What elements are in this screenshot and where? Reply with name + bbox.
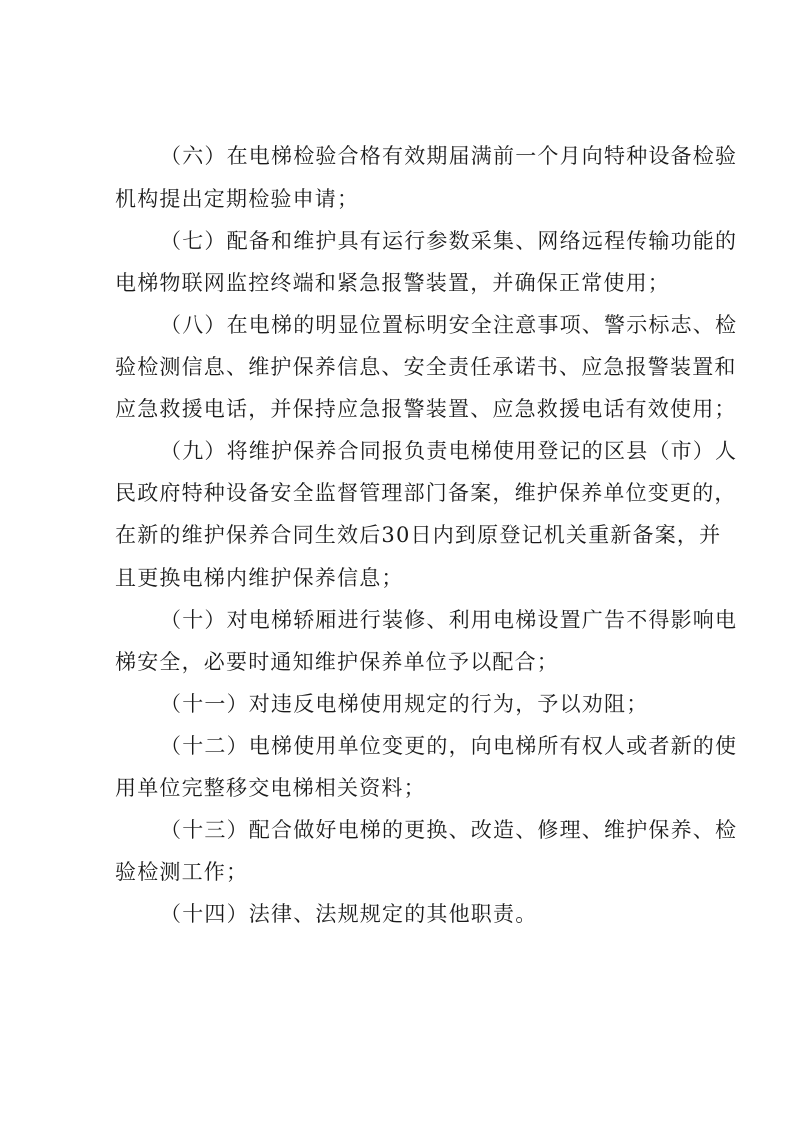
- item-6-line-2: 机构提出定期检验申请；: [115, 187, 360, 211]
- item-12-line-2: 用单位完整移交电梯相关资料；: [115, 776, 426, 800]
- item-9-line-3: 在新的维护保养合同生效后30日内到原登记机关重新备案，并: [115, 523, 722, 547]
- item-9-line-2: 民政府特种设备安全监督管理部门备案，维护保养单位变更的，: [115, 481, 737, 505]
- item-9-line-1: （九）将维护保养合同报负责电梯使用登记的区县（市）人: [160, 439, 738, 463]
- item-12-line-1: （十二）电梯使用单位变更的，向电梯所有权人或者新的使: [160, 734, 738, 758]
- item-8-line-1: （八）在电梯的明显位置标明安全注意事项、警示标志、检: [160, 313, 738, 337]
- item-10-line-2: 梯安全，必要时通知维护保养单位予以配合；: [115, 650, 559, 674]
- item-13-line-2: 验检测工作；: [115, 860, 249, 884]
- item-8-line-2: 验检测信息、维护保养信息、安全责任承诺书、应急报警装置和: [115, 355, 737, 379]
- item-11-line-1: （十一）对违反电梯使用规定的行为，予以劝阻；: [160, 692, 649, 716]
- item-7-line-1: （七）配备和维护具有运行参数采集、网络远程传输功能的: [160, 229, 738, 253]
- item-9-line-4: 且更换电梯内维护保养信息；: [115, 566, 404, 590]
- item-6-line-1: （六）在电梯检验合格有效期届满前一个月向特种设备检验: [160, 144, 738, 168]
- item-7-line-2: 电梯物联网监控终端和紧急报警装置，并确保正常使用；: [115, 271, 670, 295]
- item-14-line-1: （十四）法律、法规规定的其他职责。: [160, 902, 538, 926]
- item-13-line-1: （十三）配合做好电梯的更换、改造、修理、维护保养、检: [160, 818, 738, 842]
- item-10-line-1: （十）对电梯轿厢进行装修、利用电梯设置广告不得影响电: [160, 608, 738, 632]
- item-8-line-3: 应急救援电话，并保持应急报警装置、应急救援电话有效使用；: [115, 397, 737, 421]
